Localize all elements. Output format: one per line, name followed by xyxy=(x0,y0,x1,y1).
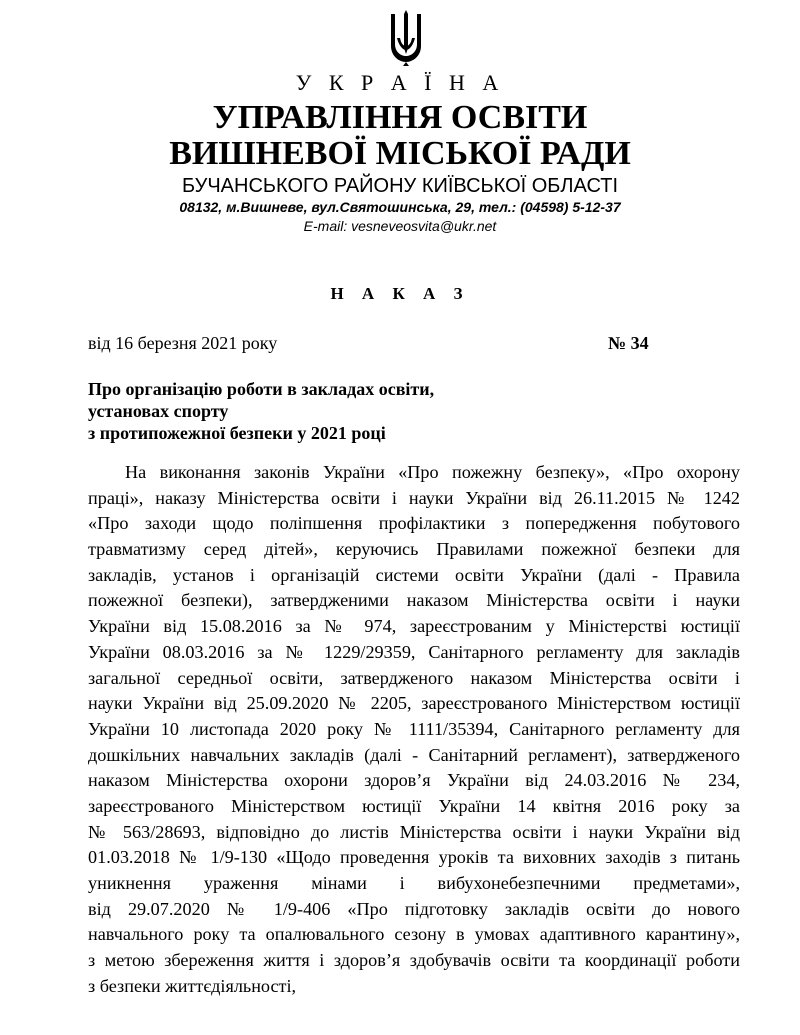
body-line: від 29.07.2020 № 1/9-406 «Про підготовку закладів освіти до нового xyxy=(88,898,740,919)
body-line: дошкільних навчальних закладів (далі - Санітарний регламент), затвердженого xyxy=(88,744,740,765)
subject-line: з протипожежної безпеки у 2021 році xyxy=(88,423,386,443)
body-line: «Про заходи щодо поліпшення профілактики з попередження побутового xyxy=(88,513,740,534)
body-line: України 10 листопада 2020 року № 1111/35394, Санітарного регламенту для xyxy=(88,718,740,739)
document-subject xyxy=(88,378,434,444)
body-line: праці», наказу Міністерства освіти і науки України від 26.11.2015 № 1242 xyxy=(88,487,740,508)
organization-name-line2: ВИШНЕВОЇ МІСЬКОЇ РАДИ xyxy=(169,135,631,172)
body-line: загальної середньої освіти, затвердженого наказом Міністерства освіти і xyxy=(88,667,740,688)
document-number: № 34 xyxy=(608,333,649,353)
body-line: з безпеки життєдіяльності, xyxy=(88,975,297,996)
body-line: № 563/28693, відповідно до листів Міністерства освіти і науки України від xyxy=(88,821,740,842)
body-line: уникнення ураження мінами і вибухонебезпечними предметами», xyxy=(88,873,740,893)
subject-line: Про організацію роботи в закладах освіти, xyxy=(88,379,435,399)
body-line: травматизму серед дітей», керуючись Правилами пожежної безпеки для xyxy=(88,539,740,560)
organization-email: E-mail: vesnevеosvita@ukr.net xyxy=(303,218,497,234)
document-date: від 16 березня 2021 року xyxy=(88,333,278,353)
document-body xyxy=(88,460,740,999)
organization-region: БУЧАНСЬКОГО РАЙОНУ КИЇВСЬКОЇ ОБЛАСТІ xyxy=(181,175,618,197)
body-line: України 08.03.2016 за № 1229/29359, Санітарного регламенту для закладів xyxy=(88,641,740,662)
organization-address: 08132, м.Вишневе, вул.Святошинська, 29, тел.: (04598) 5-12-37 xyxy=(179,199,621,215)
body-line: науки України від 25.09.2020 № 2205, зареєстрованого Міністерством юстиції xyxy=(88,693,740,714)
body-line: закладів, установ і організацій системи освіти України (далі - Правила xyxy=(88,564,740,585)
document-type: Н А К А З xyxy=(330,284,470,303)
body-line: з метою збереження життя і здоров’я здобувачів освіти та координації роботи xyxy=(88,950,740,971)
body-line: На виконання законів України «Про пожежну безпеку», «Про охорону xyxy=(125,462,740,482)
body-line: навчального року та опалювального сезону в умовах адаптивного карантину», xyxy=(88,924,740,945)
body-line: пожежної безпеки), затвердженими наказом Міністерства освіти і науки xyxy=(88,590,740,611)
body-line: 01.03.2018 № 1/9-130 «Щодо проведення уроків та виховних заходів з питань xyxy=(88,847,740,868)
trident-emblem-icon xyxy=(385,8,427,68)
subject-line: установах спорту xyxy=(88,401,229,421)
organization-name-line1: УПРАВЛІННЯ ОСВІТИ xyxy=(212,99,588,136)
body-line: зареєстрованого Міністерством юстиції України 14 квітня 2016 року за xyxy=(88,795,740,816)
country-name: У К Р А Ї Н А xyxy=(295,70,505,95)
body-line: наказом Міністерства охорони здоров’я України від 24.03.2016 № 234, xyxy=(88,770,740,791)
body-line: України від 15.08.2016 за № 974, зареєстрованим у Міністерстві юстиції xyxy=(88,616,740,637)
